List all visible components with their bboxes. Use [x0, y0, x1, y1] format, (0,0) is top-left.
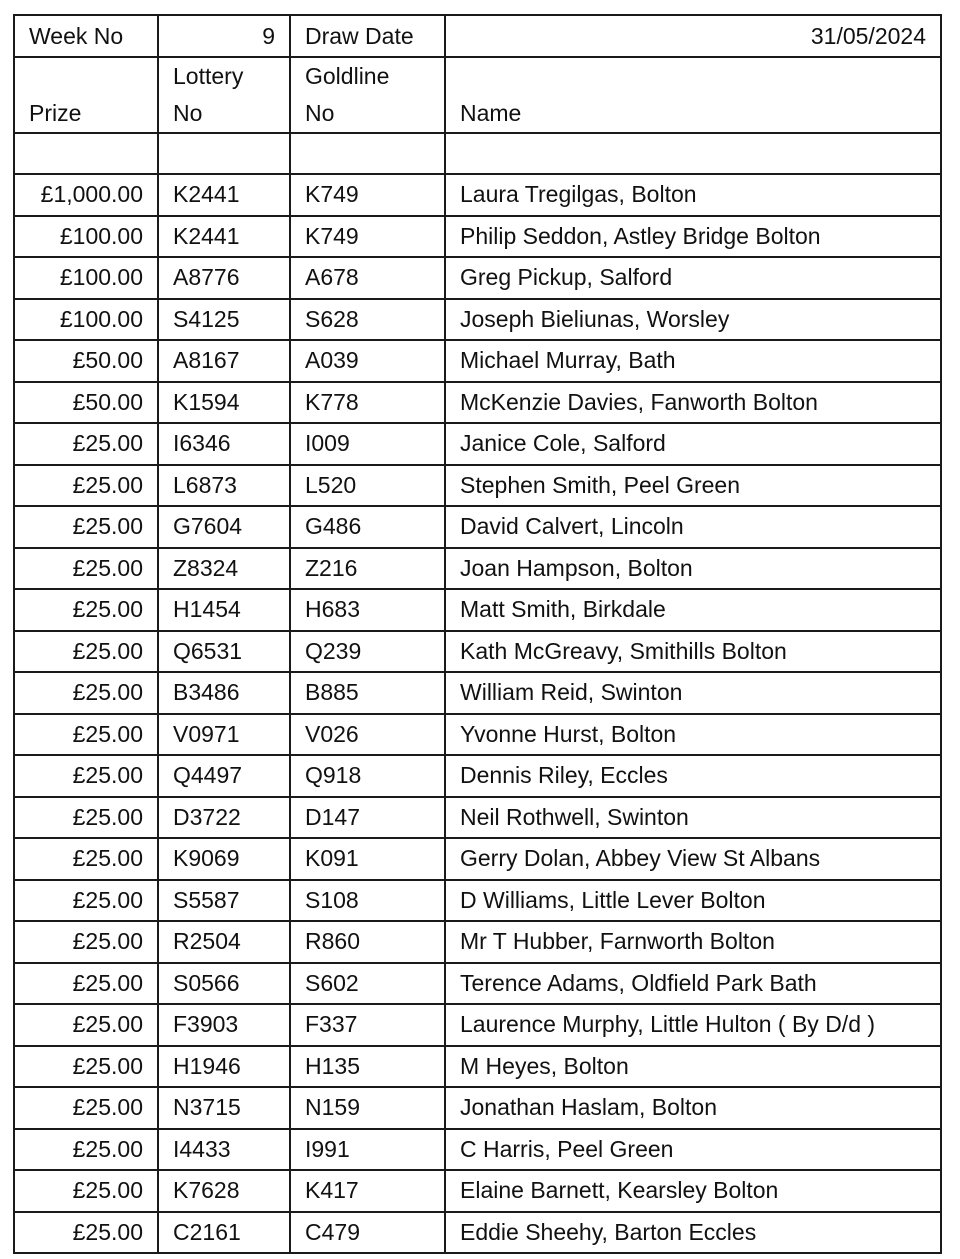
name-cell: Elaine Barnett, Kearsley Bolton [445, 1170, 941, 1212]
goldline-no-cell: S628 [290, 299, 445, 341]
table-row [14, 340, 941, 382]
prize-cell: £25.00 [14, 631, 158, 673]
table-row [14, 589, 941, 631]
table-row [14, 714, 941, 756]
blank-cell [445, 133, 941, 174]
prize-header [14, 57, 158, 133]
goldline-no-cell: F337 [290, 1004, 445, 1046]
goldline-no-cell: A039 [290, 340, 445, 382]
lottery-no-cell: Z8324 [158, 548, 290, 590]
prize-cell: £25.00 [14, 714, 158, 756]
name-cell: Gerry Dolan, Abbey View St Albans [445, 838, 941, 880]
table-row [14, 631, 941, 673]
goldline-no-cell: H135 [290, 1046, 445, 1088]
name-cell: David Calvert, Lincoln [445, 506, 941, 548]
prize-cell: £100.00 [14, 299, 158, 341]
name-cell: Neil Rothwell, Swinton [445, 797, 941, 839]
goldline-no-cell: Z216 [290, 548, 445, 590]
prize-cell: £25.00 [14, 589, 158, 631]
lottery-no-cell: S0566 [158, 963, 290, 1005]
table-row [14, 174, 941, 216]
goldline-no-cell: H683 [290, 589, 445, 631]
goldline-no-cell: S602 [290, 963, 445, 1005]
prize-cell: £25.00 [14, 465, 158, 507]
goldline-no-cell: K778 [290, 382, 445, 424]
prize-cell: £25.00 [14, 921, 158, 963]
table-row [14, 1212, 941, 1254]
winners-table [13, 14, 942, 1254]
lottery-no-cell: S4125 [158, 299, 290, 341]
prize-cell: £25.00 [14, 755, 158, 797]
goldline-no-cell: K749 [290, 216, 445, 258]
lottery-no-cell: D3722 [158, 797, 290, 839]
name-cell: Philip Seddon, Astley Bridge Bolton [445, 216, 941, 258]
lottery-no-cell: H1454 [158, 589, 290, 631]
prize-cell: £25.00 [14, 838, 158, 880]
name-cell: Dennis Riley, Eccles [445, 755, 941, 797]
name-cell: Kath McGreavy, Smithills Bolton [445, 631, 941, 673]
table-row [14, 755, 941, 797]
name-cell: C Harris, Peel Green [445, 1129, 941, 1171]
draw-date-label: Draw Date [290, 15, 445, 57]
prize-cell: £25.00 [14, 963, 158, 1005]
prize-cell: £25.00 [14, 548, 158, 590]
name-cell: Joan Hampson, Bolton [445, 548, 941, 590]
table-row [14, 1170, 941, 1212]
name-cell: M Heyes, Bolton [445, 1046, 941, 1088]
name-cell: Joseph Bieliunas, Worsley [445, 299, 941, 341]
week-no-value: 9 [158, 15, 290, 57]
prize-cell: £25.00 [14, 880, 158, 922]
prize-cell: £50.00 [14, 340, 158, 382]
table-row [14, 216, 941, 258]
goldline-header-line2: No [305, 100, 335, 126]
goldline-no-cell: K091 [290, 838, 445, 880]
table-row [14, 921, 941, 963]
name-header [445, 57, 941, 133]
goldline-no-cell: B885 [290, 672, 445, 714]
lottery-no-cell: R2504 [158, 921, 290, 963]
lottery-no-cell: B3486 [158, 672, 290, 714]
lottery-no-cell: Q4497 [158, 755, 290, 797]
goldline-no-cell: C479 [290, 1212, 445, 1254]
blank-row [14, 133, 941, 174]
name-header-text: Name [460, 100, 522, 126]
table-row [14, 1004, 941, 1046]
prize-cell: £25.00 [14, 1129, 158, 1171]
name-cell: Janice Cole, Salford [445, 423, 941, 465]
lottery-no-cell: K1594 [158, 382, 290, 424]
goldline-no-header [290, 57, 445, 133]
goldline-no-cell: R860 [290, 921, 445, 963]
prize-cell: £1,000.00 [14, 174, 158, 216]
goldline-no-cell: G486 [290, 506, 445, 548]
goldline-no-cell: A678 [290, 257, 445, 299]
goldline-no-cell: L520 [290, 465, 445, 507]
table-row [14, 465, 941, 507]
table-row [14, 880, 941, 922]
lottery-no-cell: K2441 [158, 216, 290, 258]
goldline-no-cell: N159 [290, 1087, 445, 1129]
lottery-no-cell: C2161 [158, 1212, 290, 1254]
draw-date-value: 31/05/2024 [445, 15, 941, 57]
name-cell: Laura Tregilgas, Bolton [445, 174, 941, 216]
goldline-no-cell: S108 [290, 880, 445, 922]
week-no-label: Week No [14, 15, 158, 57]
lottery-no-cell: A8167 [158, 340, 290, 382]
goldline-no-cell: K417 [290, 1170, 445, 1212]
name-cell: William Reid, Swinton [445, 672, 941, 714]
draw-info-row [14, 15, 941, 57]
blank-cell [14, 133, 158, 174]
prize-cell: £100.00 [14, 257, 158, 299]
prize-cell: £25.00 [14, 1212, 158, 1254]
name-cell: D Williams, Little Lever Bolton [445, 880, 941, 922]
table-row [14, 382, 941, 424]
goldline-no-cell: I991 [290, 1129, 445, 1171]
goldline-header-line1: Goldline [305, 63, 390, 89]
name-cell: McKenzie Davies, Fanworth Bolton [445, 382, 941, 424]
prize-cell: £25.00 [14, 423, 158, 465]
table-row [14, 506, 941, 548]
prize-cell: £25.00 [14, 1170, 158, 1212]
lottery-no-cell: N3715 [158, 1087, 290, 1129]
table-row [14, 797, 941, 839]
goldline-no-cell: I009 [290, 423, 445, 465]
goldline-no-cell: Q239 [290, 631, 445, 673]
name-cell: Mr T Hubber, Farnworth Bolton [445, 921, 941, 963]
prize-cell: £100.00 [14, 216, 158, 258]
column-header-row [14, 57, 941, 133]
prize-cell: £50.00 [14, 382, 158, 424]
lottery-header-line2: No [173, 100, 203, 126]
goldline-no-cell: D147 [290, 797, 445, 839]
lottery-no-cell: V0971 [158, 714, 290, 756]
lottery-no-cell: S5587 [158, 880, 290, 922]
table-row [14, 1087, 941, 1129]
table-row [14, 672, 941, 714]
table-row [14, 257, 941, 299]
name-cell: Matt Smith, Birkdale [445, 589, 941, 631]
lottery-no-cell: K9069 [158, 838, 290, 880]
lottery-no-cell: G7604 [158, 506, 290, 548]
lottery-no-cell: K7628 [158, 1170, 290, 1212]
name-cell: Greg Pickup, Salford [445, 257, 941, 299]
goldline-no-cell: Q918 [290, 755, 445, 797]
table-row [14, 1046, 941, 1088]
prize-cell: £25.00 [14, 1046, 158, 1088]
goldline-no-cell: K749 [290, 174, 445, 216]
table-row [14, 299, 941, 341]
name-cell: Terence Adams, Oldfield Park Bath [445, 963, 941, 1005]
prize-cell: £25.00 [14, 1004, 158, 1046]
lottery-no-cell: I6346 [158, 423, 290, 465]
blank-cell [290, 133, 445, 174]
lottery-header-line1: Lottery [173, 63, 244, 89]
prize-cell: £25.00 [14, 506, 158, 548]
name-cell: Eddie Sheehy, Barton Eccles [445, 1212, 941, 1254]
name-cell: Yvonne Hurst, Bolton [445, 714, 941, 756]
table-row [14, 838, 941, 880]
lottery-no-cell: A8776 [158, 257, 290, 299]
lottery-no-cell: K2441 [158, 174, 290, 216]
goldline-no-cell: V026 [290, 714, 445, 756]
table-row [14, 1129, 941, 1171]
table-row [14, 548, 941, 590]
lottery-no-cell: H1946 [158, 1046, 290, 1088]
name-cell: Michael Murray, Bath [445, 340, 941, 382]
table-row [14, 423, 941, 465]
prize-cell: £25.00 [14, 672, 158, 714]
lottery-no-cell: L6873 [158, 465, 290, 507]
prize-cell: £25.00 [14, 797, 158, 839]
prize-cell: £25.00 [14, 1087, 158, 1129]
lottery-no-header [158, 57, 290, 133]
prize-header-text: Prize [29, 100, 82, 126]
name-cell: Jonathan Haslam, Bolton [445, 1087, 941, 1129]
lottery-no-cell: F3903 [158, 1004, 290, 1046]
lottery-no-cell: Q6531 [158, 631, 290, 673]
name-cell: Laurence Murphy, Little Hulton ( By D/d ) [445, 1004, 941, 1046]
winners-table-body [14, 15, 941, 1253]
lottery-no-cell: I4433 [158, 1129, 290, 1171]
blank-cell [158, 133, 290, 174]
table-row [14, 963, 941, 1005]
name-cell: Stephen Smith, Peel Green [445, 465, 941, 507]
